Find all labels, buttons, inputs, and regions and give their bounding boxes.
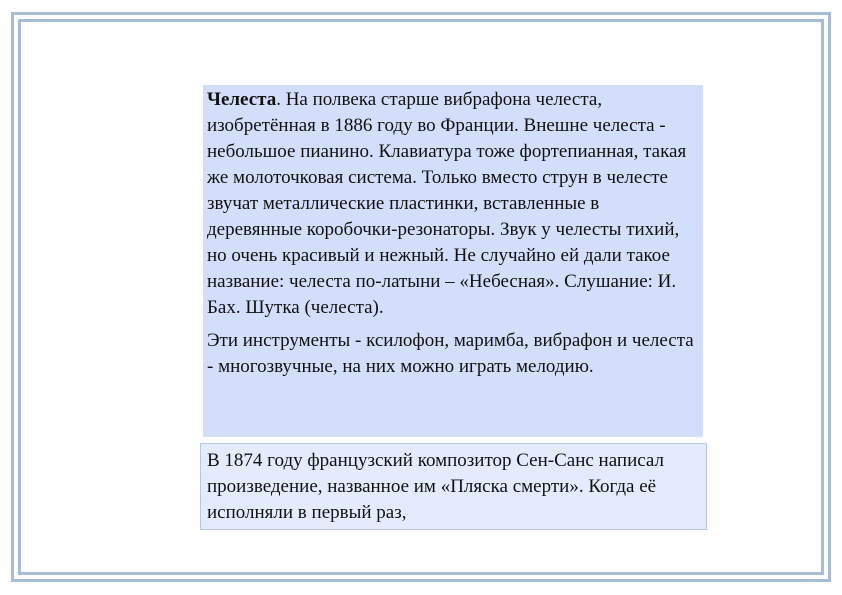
instruments-paragraph: Эти инструменты - ксилофон, маримба, вибрафон и челеста - многозвучные, на них можно играть мелодию. <box>207 330 694 377</box>
celesta-paragraph <box>207 87 699 321</box>
celesta-title: Челеста <box>207 89 277 110</box>
celesta-paragraph-text: . На полвека старше вибрафона челеста, изобретённая в 1886 году во Франции. Внешне челеста - небольшое пианино. Клавиатура тоже фортепианная, такая же молоточковая система. Только вместо струн в челесте звучат металлические пластинки, вставленные в деревянные коробочки-резонаторы. Звук у челесты тихий, но очень красивый и нежный. Не случайно ей дали такое название: челеста по-латыни – «Небесная». Слушание: И. Бах. Шутка (челеста). <box>207 89 687 318</box>
saint-saens-paragraph: В 1874 году французский композитор Сен-Санс написал произведение, названное им «Пляска смерти». Когда её исполняли в первый раз, <box>207 450 664 523</box>
celesta-text-block <box>203 85 703 437</box>
saint-saens-text-block <box>200 443 707 530</box>
